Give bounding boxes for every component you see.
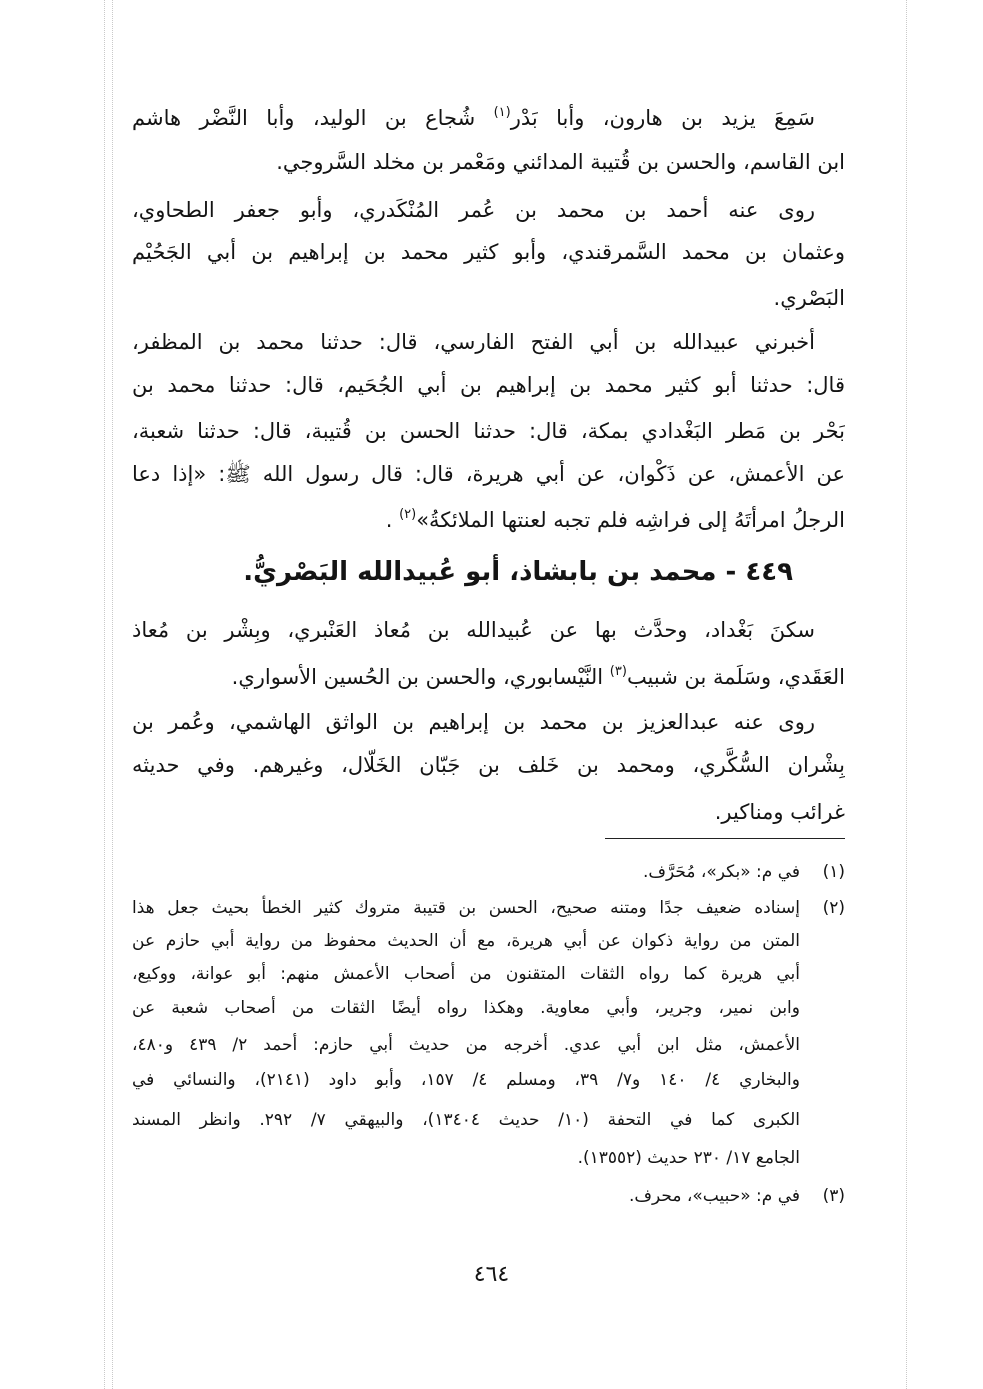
footnote-line: في م: «حبيب»، محرف. bbox=[629, 1186, 800, 1206]
body-text: سَمِعَ يزيد بن هارون، وأبا بَدْر bbox=[510, 106, 815, 130]
body-line: غرائب ومناكير. bbox=[714, 800, 845, 824]
body-line: ابن القاسم، والحسن بن قُتيبة المدائني ومَعْمر بن مخلد السَّروجي. bbox=[276, 150, 845, 174]
body-line: وعثمان بن محمد السَّمرقندي، وأبو كثير محمد بن إبراهيم بن أبي الجَحُيْم bbox=[132, 240, 845, 264]
scan-margin-line bbox=[112, 0, 113, 1389]
scan-margin-line bbox=[104, 0, 105, 1389]
body-line: قال: حدثنا أبو كثير محمد بن إبراهيم بن أبي الجُحَيم، قال: حدثنا محمد بن bbox=[132, 373, 845, 397]
footnote-marker[interactable]: (٣) bbox=[609, 664, 627, 679]
footnote-line: المتن من رواية ذكوان عن أبي هريرة، مع أن الحديث محفوظ من رواية أبي حازم عن bbox=[132, 931, 800, 951]
footnote-separator bbox=[605, 838, 845, 839]
body-line: بَحْر بن مَطر البَغْدادي بمكة، قال: حدثنا الحسن بن قُتيبة، قال: حدثنا شعبة، bbox=[132, 419, 845, 443]
entry-heading: ٤٤٩ - محمد بن بابشاذ، أبو عُبيدالله البَصْريُّ. bbox=[243, 557, 793, 587]
footnote-number: (٣) bbox=[822, 1186, 845, 1206]
body-line: سكنَ بَغْداد، وحدَّث بها عن عُبيدالله بن مُعاذ العَنْبري، وبِشْر بن مُعاذ bbox=[132, 618, 815, 642]
scan-margin-line bbox=[906, 0, 907, 1389]
footnote-line: الجامع ١٧/ ٢٣٠ حديث (١٣٥٥٢). bbox=[577, 1148, 800, 1168]
footnote-line: والبخاري ٤/ ١٤٠ و٧/ ٣٩، ومسلم ٤/ ١٥٧، وأبو داود (٢١٤١)، والنسائي في bbox=[132, 1070, 800, 1090]
body-line: عن الأعمش، عن ذَكْوان، عن أبي هريرة، قال: قال رسول الله ﷺ: «إذا دعا bbox=[132, 462, 845, 486]
page-number: ٤٦٤ bbox=[473, 1262, 510, 1287]
body-text: . bbox=[385, 508, 393, 532]
body-line: البَصْري. bbox=[773, 286, 845, 310]
body-line: أخبرني عبيدالله بن أبي الفتح الفارسي، قال: حدثنا محمد بن المظفر، bbox=[132, 330, 815, 354]
body-line: بِشْران السُّكَّري، ومحمد بن خَلف بن جَبّان الخَلّال، وغيرهم. وفي حديثه bbox=[132, 753, 845, 777]
footnote-line: إسناده ضعيف جدًا ومتنه صحيح، الحسن بن قتيبة متروك كثير الخطأ بحيث جعل هذا bbox=[132, 898, 800, 918]
footnote-line: الكبرى كما في التحفة (١٠/ حديث ١٣٤٠٤)، والبيهقي ٧/ ٢٩٢. وانظر المسند bbox=[132, 1110, 800, 1130]
body-text: الرجلُ امرأتَهُ إلى فراشِه فلم تجبه لعنتها الملائكةُ» bbox=[416, 508, 845, 532]
footnote-marker[interactable]: (٢) bbox=[399, 507, 417, 522]
footnote-marker[interactable]: (١) bbox=[493, 105, 511, 120]
body-line bbox=[132, 500, 845, 540]
footnote-number: (٢) bbox=[822, 898, 845, 918]
body-line bbox=[132, 657, 845, 697]
body-text: النَّيْسابوري، والحسن بن الحُسين الأسواري. bbox=[231, 665, 604, 689]
footnote-line: في م: «بكر»، مُحَرَّف. bbox=[642, 862, 800, 882]
body-line: روى عنه عبدالعزيز بن محمد بن إبراهيم بن الواثق الهاشمي، وعُمر بن bbox=[132, 710, 815, 734]
footnote-number: (١) bbox=[822, 862, 845, 882]
body-text: العَقَدي، وسَلَمة بن شبيب bbox=[626, 665, 845, 689]
body-line bbox=[132, 98, 845, 138]
body-line: روى عنه أحمد بن محمد بن عُمر المُنْكَدري، وأبو جعفر الطحاوي، bbox=[132, 198, 815, 222]
footnote-line: وابن نمير، وجرير، وأبي معاوية. وهكذا رواه أيضًا الثقات من أصحاب شعبة عن bbox=[132, 998, 800, 1018]
footnote-line: أبي هريرة كما رواه الثقات المتقنون من أصحاب الأعمش منهم: أبو عوانة، ووكيع، bbox=[132, 964, 800, 984]
body-text: شُجاع بن الوليد، وأبا النَّضْر هاشم bbox=[132, 106, 476, 130]
footnote-line: الأعمش، مثل ابن أبي عدي. أخرجه من حديث أبي حازم: أحمد ٢/ ٤٣٩ و٤٨٠، bbox=[132, 1035, 800, 1055]
